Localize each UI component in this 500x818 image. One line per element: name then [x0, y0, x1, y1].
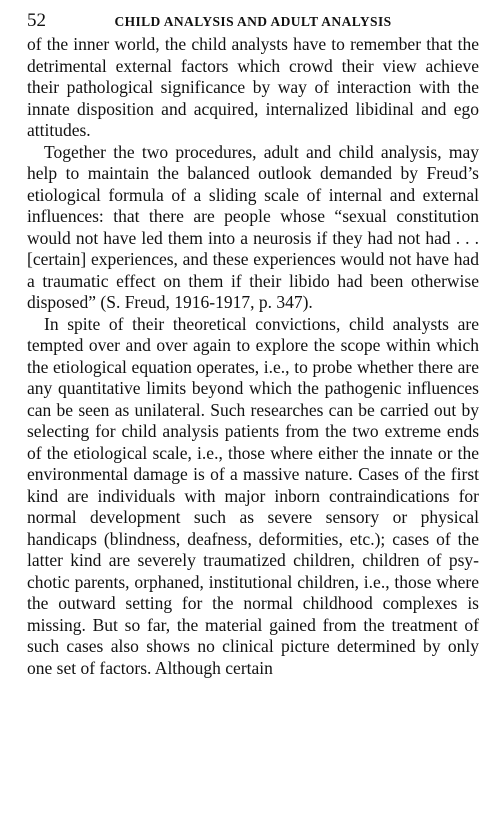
- running-head: [27, 8, 479, 34]
- body-text: [27, 34, 479, 679]
- page-number: 52: [27, 10, 46, 31]
- book-page: [27, 8, 479, 679]
- paragraph-continued: of the inner world, the child analysts have to remember that the detrimental external factors which crowd their view achieve their pathological significance by way of interaction with the innate disposition and acquired, internalized libidinal and ego attitudes.: [27, 34, 479, 140]
- paragraph-freud-formula: Together the two procedures, adult and child analysis, may help to maintain the balanced outlook demanded by Freud’s etiological formula of a sliding scale of internal and external influences: that there are people whose “sexual constitution would not have led them into a neurosis if they had not had . . . [certain] experiences, and these experiences would not have had a traumatic effect on them if their libido had been otherwise disposed” (S. Freud, 1916-1917, p. 347).: [27, 141, 479, 312]
- paragraph-etiological-scale: In spite of their theoretical convictions, child analysts are tempted over and over again to explore the scope within which the etiological equation operates, i.e., to probe whether there are any quantitative limits beyond which the pathogenic influences can be seen as unilateral. Such researches can be carried out by selecting for child analysis patients from the two extreme ends of the etiological scale, i.e., those where either the innate or the environmental damage is of a massive nature. Cases of the first kind are individuals with major inborn contraindications for normal development such as severe sensory or physical handicaps (blindness, deafness, deformities, etc.); cases of the latter kind are severely traumatized children, children of psychotic parents, orphaned, institutional children, i.e., those where the outward setting for the normal childhood complexes is missing. But so far, the material gained from the treatment of such cases also shows no clinical picture determined by only one set of factors. Although certain: [27, 313, 479, 678]
- running-title: CHILD ANALYSIS AND ADULT ANALYSIS: [114, 14, 392, 29]
